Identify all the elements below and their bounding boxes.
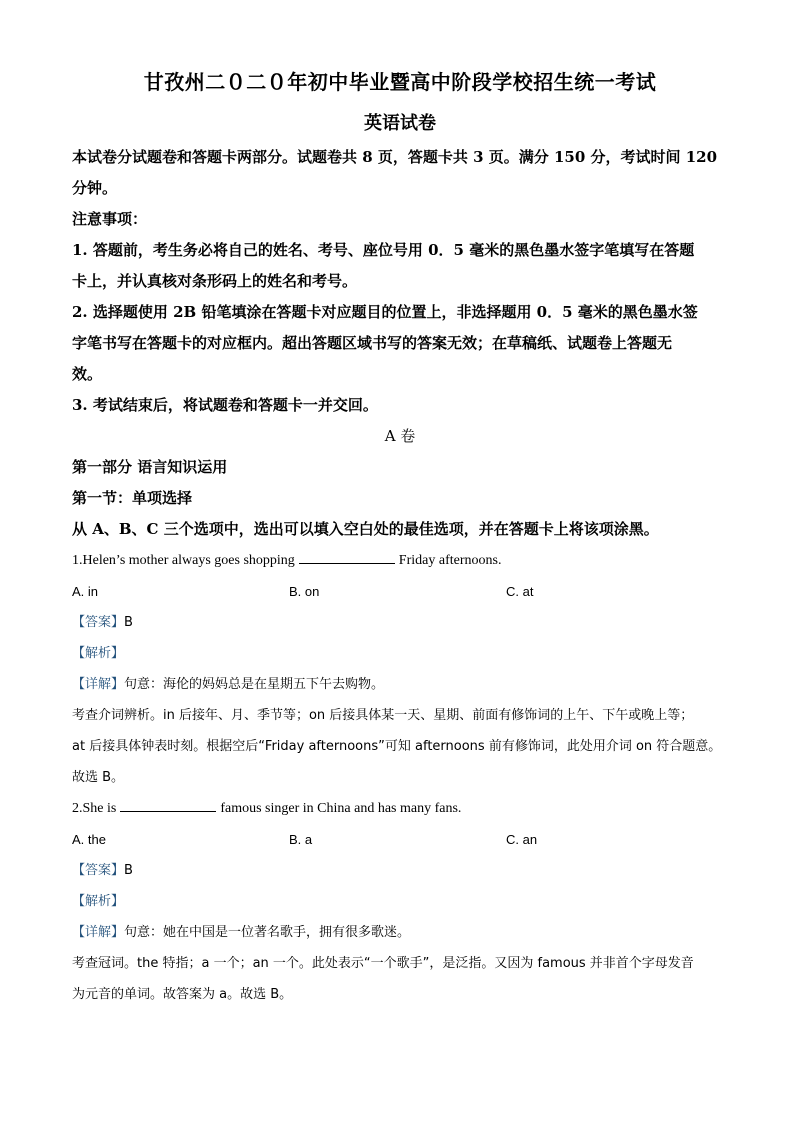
stem-before: 1.Helen’s mother always goes shopping — [72, 553, 295, 568]
answer-tag: 【答案】 — [72, 615, 125, 630]
intro-line-2: 分钟。 — [72, 179, 118, 197]
notice-line-5: 效。 — [72, 365, 103, 383]
options-row — [72, 576, 728, 607]
option-a: A. in — [72, 584, 99, 599]
subsection-heading: 第一节：单项选择 — [72, 489, 193, 507]
stem-after: Friday afternoons. — [398, 553, 502, 568]
part-heading: 第一部分 语言知识运用 — [72, 458, 228, 476]
detail-line — [72, 917, 728, 948]
answer-tag: 【答案】 — [72, 863, 125, 878]
answer-blank — [299, 551, 395, 564]
notice-title: 注意事项： — [72, 210, 148, 228]
notice-line-3: 2. 选择题使用 2B 铅笔填涂在答题卡对应题目的位置上，非选择题用 0．5 毫米的黑色墨水签 — [72, 303, 698, 321]
analysis-tag: 【解析】 — [72, 646, 125, 661]
answer-value: B — [124, 863, 133, 878]
detail-line: 考查介词辨析。in 后接年、月、季节等；on 后接具体某一天、星期、前面有修饰词的上午、下午或晚上等； — [72, 708, 694, 723]
option-c: C. an — [506, 832, 538, 847]
question-stem — [72, 793, 728, 824]
notice-line-2: 卡上，并认真核对条形码上的姓名和考号。 — [72, 272, 358, 290]
answer-line — [72, 607, 728, 638]
detail-line: at 后接具体钟表时刻。根据空后“Friday afternoons”可知 afternoons 前有修饰词，此处用介词 on 符合题意。 — [72, 739, 722, 754]
option-a: A. the — [72, 832, 106, 847]
option-c: C. at — [506, 584, 534, 599]
detail-line: 考查冠词。the 特指；a 一个；an 一个。此处表示“一个歌手”，是泛指。又因为 famous 并非首个字母发音 — [72, 956, 694, 971]
exam-subtitle: 英语试卷 — [364, 113, 436, 134]
stem-before: 2.She is — [72, 801, 117, 816]
notice-line-1: 1. 答题前，考生务必将自己的姓名、考号、座位号用 0．5 毫米的黑色墨水签字笔填写在答题 — [72, 241, 695, 259]
detail-text: 句意：她在中国是一位著名歌手，拥有很多歌迷。 — [124, 925, 411, 940]
analysis-line — [72, 886, 728, 917]
detail-line: 故选 B。 — [72, 770, 125, 785]
exam-title: 甘孜州二０二０年初中毕业暨高中阶段学校招生统一考试 — [143, 70, 657, 94]
volume-heading: A 卷 — [384, 427, 416, 445]
notice-line-6: 3. 考试结束后，将试题卷和答题卡一并交回。 — [72, 396, 378, 414]
option-b: B. a — [289, 832, 313, 847]
detail-text: 句意：海伦的妈妈总是在星期五下午去购物。 — [124, 677, 385, 692]
detail-line — [72, 669, 728, 700]
detail-tag: 【详解】 — [72, 677, 125, 692]
question-stem — [72, 545, 728, 576]
analysis-line — [72, 638, 728, 669]
intro-line-1: 本试卷分试题卷和答题卡两部分。试题卷共 8 页，答题卡共 3 页。满分 150 分，考试时间 120 — [72, 148, 718, 166]
stem-after: famous singer in China and has many fans. — [220, 801, 462, 816]
detail-line: 为元音的单词。故答案为 a。故选 B。 — [72, 987, 293, 1002]
answer-line — [72, 855, 728, 886]
exam-page — [72, 66, 728, 1010]
analysis-tag: 【解析】 — [72, 894, 125, 909]
notice-line-4: 字笔书写在答题卡的对应框内。超出答题区域书写的答案无效；在草稿纸、试题卷上答题无 — [72, 334, 673, 352]
answer-value: B — [124, 615, 133, 630]
answer-blank — [120, 799, 216, 812]
option-b: B. on — [289, 584, 320, 599]
instruction: 从 A、B、C 三个选项中，选出可以填入空白处的最佳选项，并在答题卡上将该项涂黑。 — [72, 520, 659, 538]
options-row — [72, 824, 728, 855]
detail-tag: 【详解】 — [72, 925, 125, 940]
